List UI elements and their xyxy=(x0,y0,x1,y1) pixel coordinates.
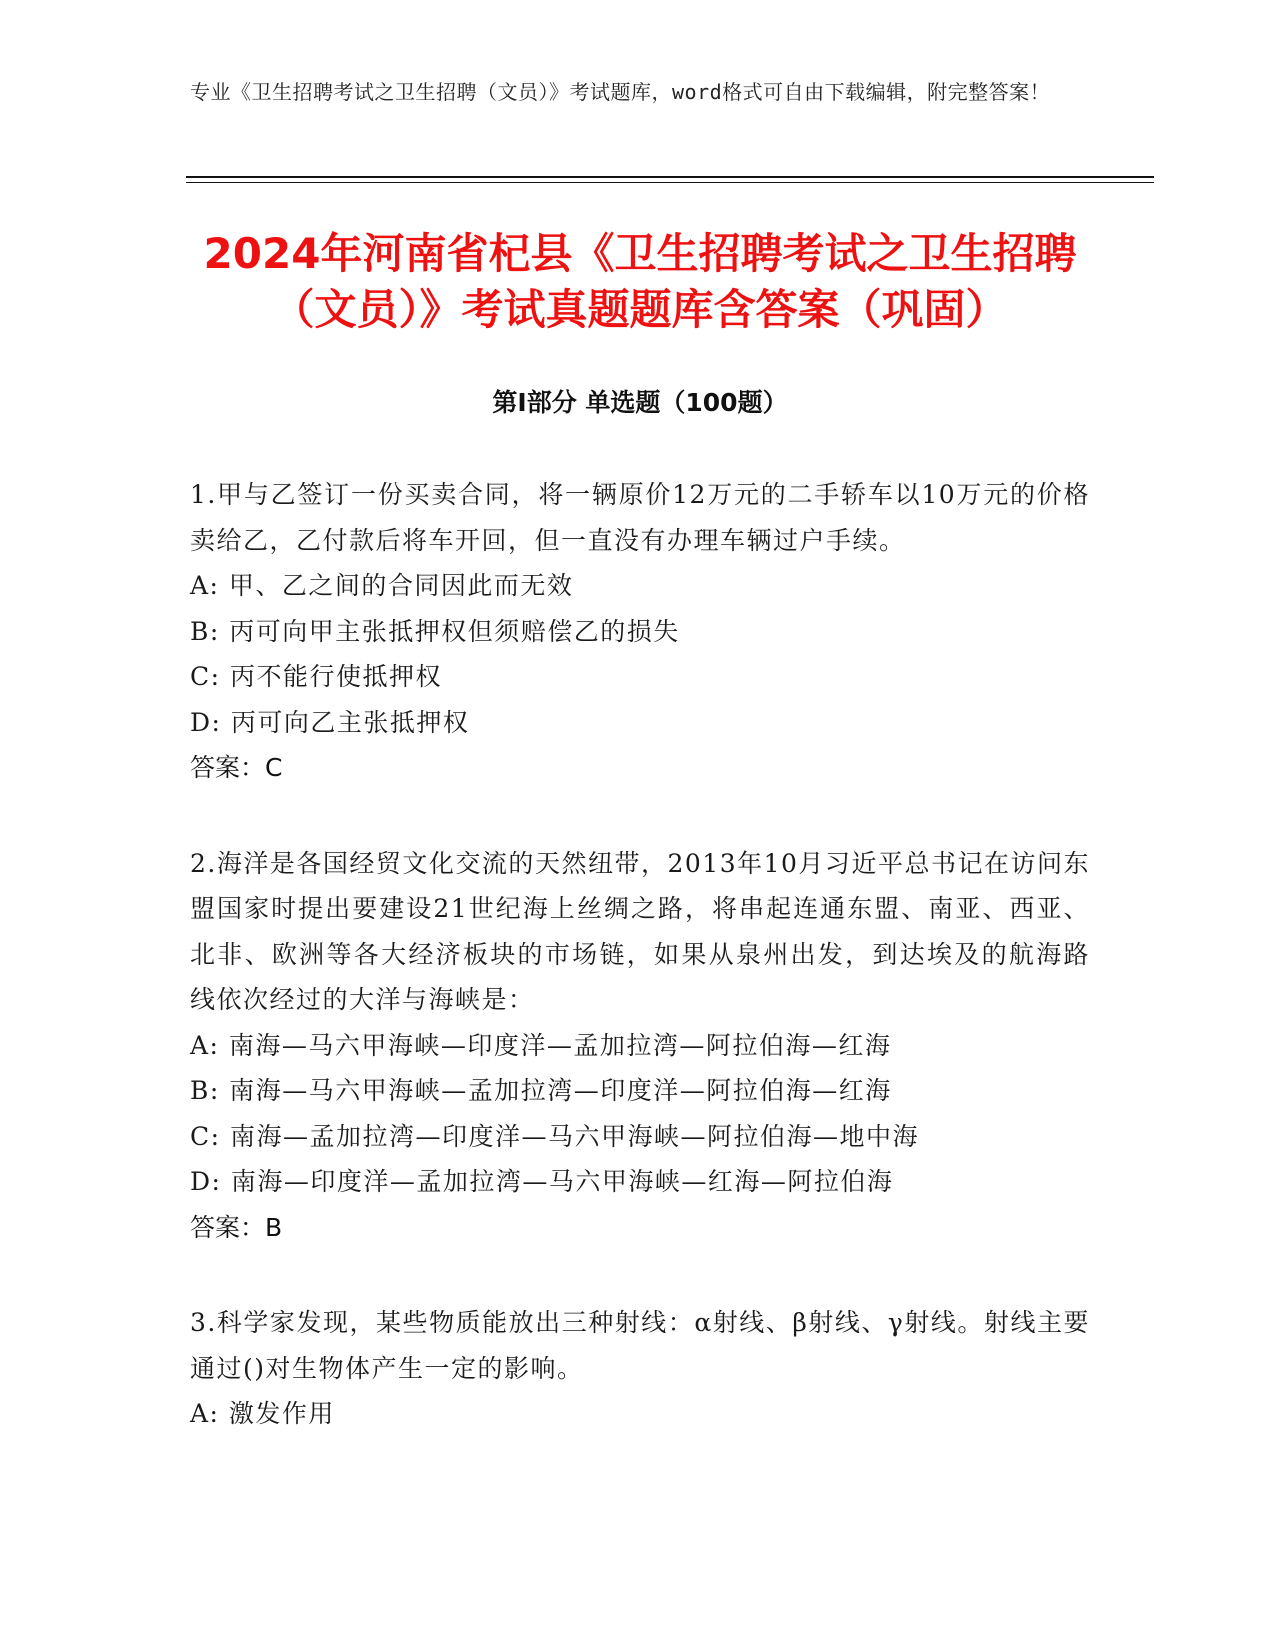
option-d: D: 南海—印度洋—孟加拉湾—马六甲海峡—红海—阿拉伯海 xyxy=(190,1167,894,1196)
option-b: B: 丙可向甲主张抵押权但须赔偿乙的损失 xyxy=(190,616,680,646)
header-rule-thin xyxy=(186,182,1154,183)
option-a: A: 激发作用 xyxy=(190,1399,335,1428)
question-3 xyxy=(190,1300,1090,1437)
question-stem: 1.甲与乙签订一份买卖合同，将一辆原价12万元的二手轿车以10万元的价格卖给乙，乙付款后将车开回，但一直没有办理车辆过户手续。 xyxy=(190,480,1090,555)
header-note: 专业《卫生招聘考试之卫生招聘（文员）》考试题库，word格式可自由下载编辑，附完整答案！ xyxy=(190,80,1051,104)
question-list xyxy=(190,472,1090,1487)
document-title: 2024年河南省杞县《卫生招聘考试之卫生招聘（文员）》考试真题题库含答案（巩固） xyxy=(203,229,1077,334)
option-c: C: 南海—孟加拉湾—印度洋—马六甲海峡—阿拉伯海—地中海 xyxy=(190,1121,919,1151)
answer: 答案：C xyxy=(190,753,283,782)
question-1 xyxy=(190,472,1090,791)
question-2 xyxy=(190,841,1090,1251)
option-a: A: 甲、乙之间的合同因此而无效 xyxy=(190,571,574,600)
header-rule-thick xyxy=(186,176,1154,178)
section-title: 第Ⅰ部分 单选题（100题） xyxy=(492,388,788,417)
question-stem: 2.海洋是各国经贸文化交流的天然纽带，2013年10月习近平总书记在访问东盟国家时提出要建设21世纪海上丝绸之路，将串起连通东盟、南亚、西亚、北非、欧洲等各大经济板块的市场链，如果从泉州出发，到达埃及的航海路线依次经过的大洋与海峡是： xyxy=(190,848,1090,1014)
option-d: D: 丙可向乙主张抵押权 xyxy=(190,707,470,737)
option-c: C: 丙不能行使抵押权 xyxy=(190,662,442,691)
question-stem: 3.科学家发现，某些物质能放出三种射线：α射线、β射线、γ射线。射线主要通过()对生物体产生一定的影响。 xyxy=(190,1308,1090,1383)
option-b: B: 南海—马六甲海峡—孟加拉湾—印度洋—阿拉伯海—红海 xyxy=(190,1076,892,1105)
answer: 答案：B xyxy=(190,1212,283,1242)
option-a: A: 南海—马六甲海峡—印度洋—孟加拉湾—阿拉伯海—红海 xyxy=(190,1030,892,1060)
